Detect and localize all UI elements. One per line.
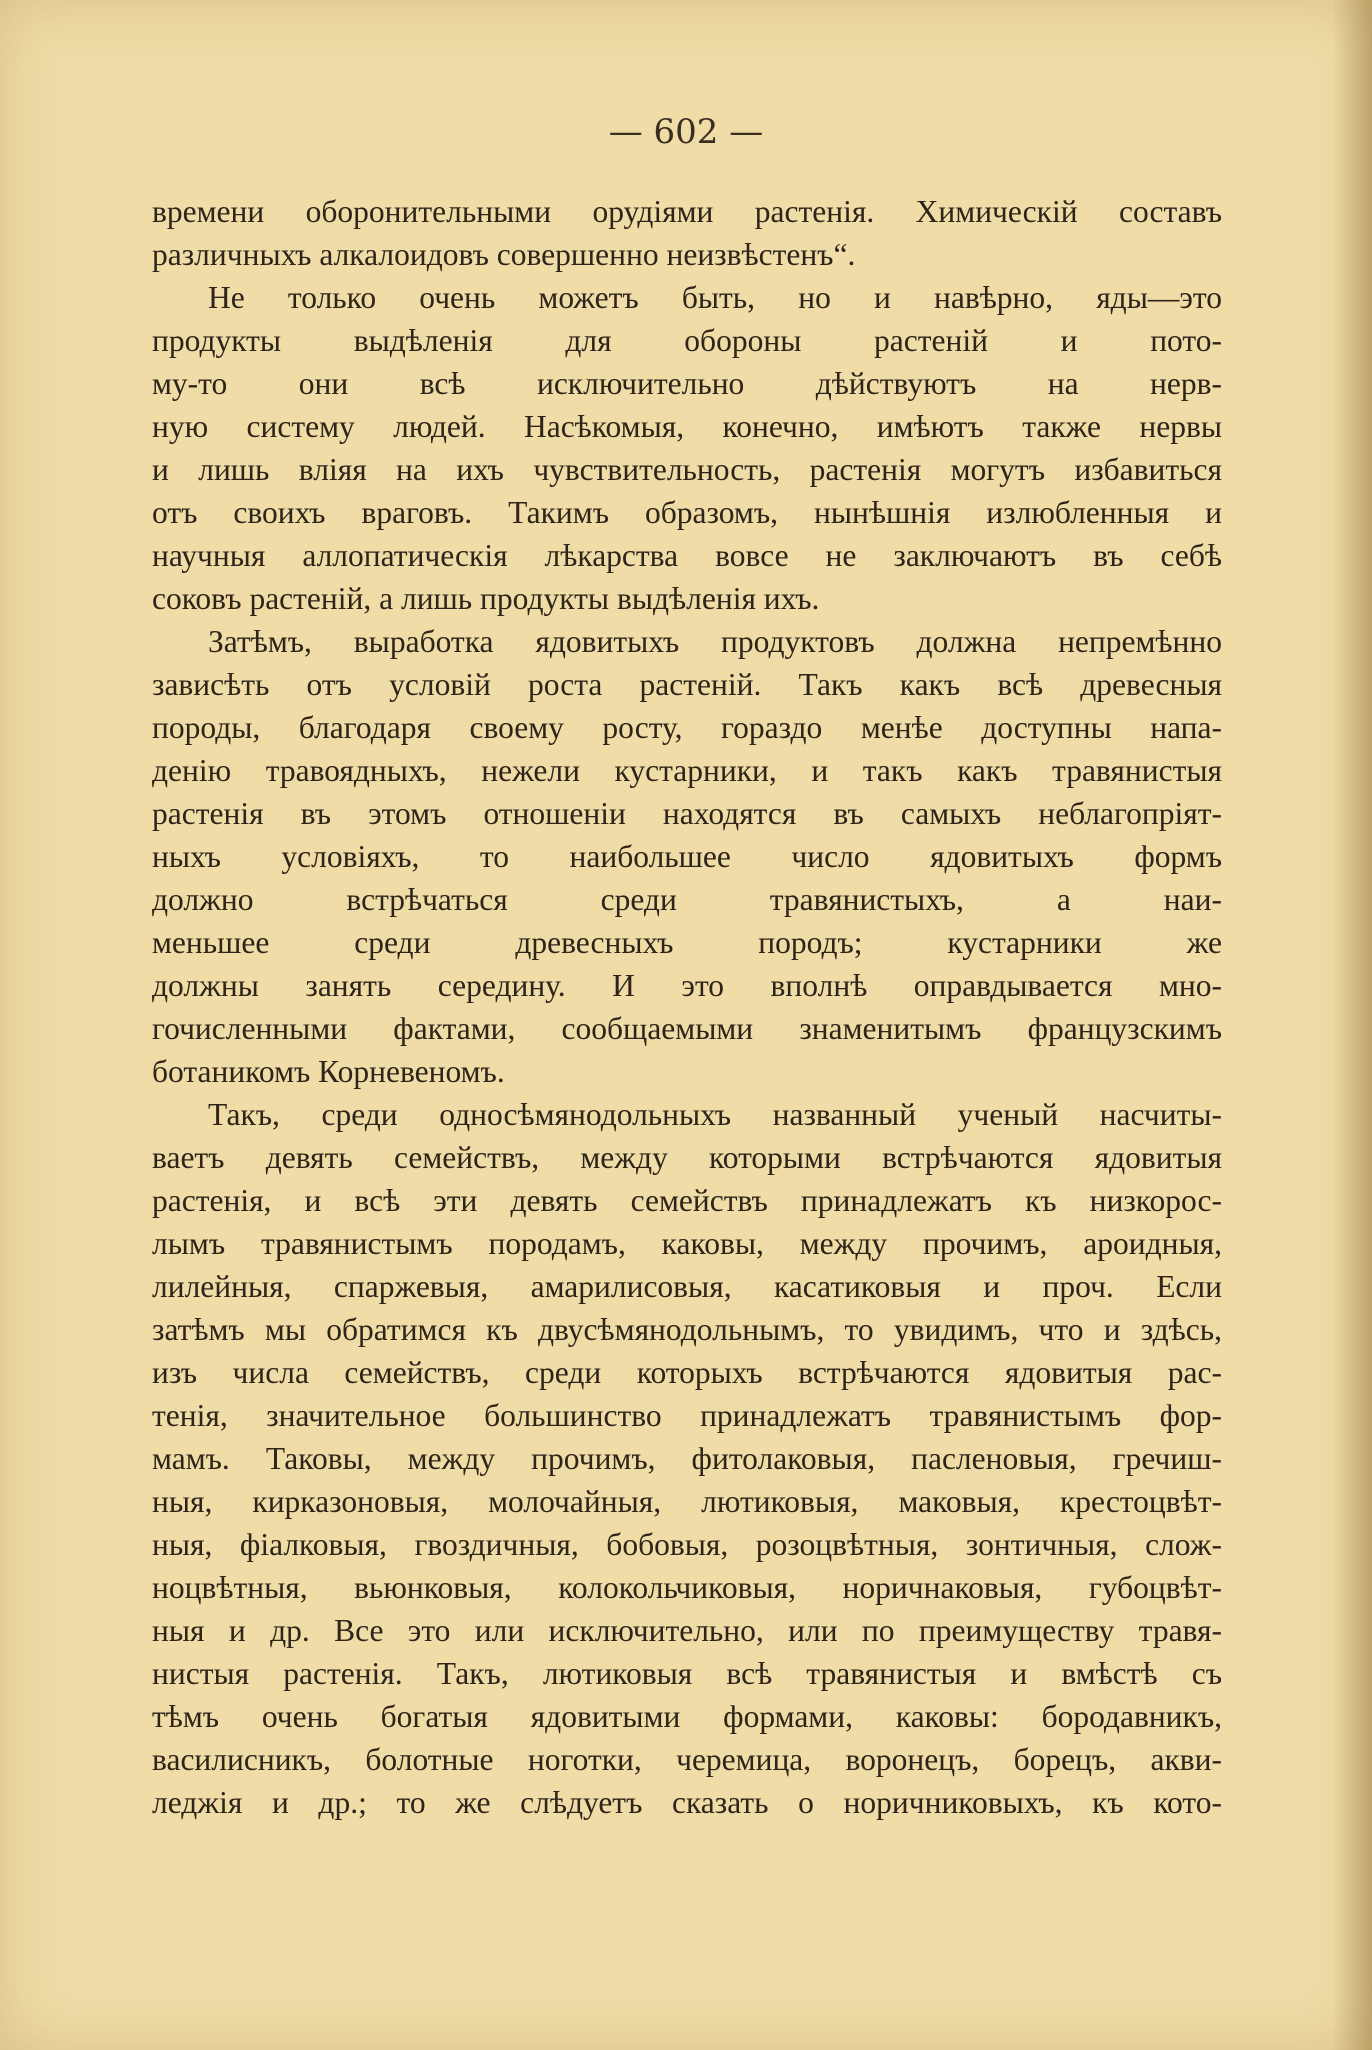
page-edge-shadow	[1332, 0, 1372, 2050]
text-line: лилейныя, спаржевыя, амарилисовыя, касатиковыя и проч. Если	[152, 1269, 1222, 1304]
text-line: Не только очень можетъ быть, но и навѣрно, яды—это	[208, 280, 1222, 315]
text-line: лымъ травянистымъ породамъ, каковы, между прочимъ, ароидныя,	[152, 1226, 1222, 1261]
text-line: времени оборонительными орудіями растенія. Химическій составъ	[152, 194, 1222, 229]
text-line: ныя, фіалковыя, гвоздичныя, бобовыя, розоцвѣтныя, зонтичныя, слож-	[152, 1527, 1222, 1562]
text-line: ныя и др. Все это или исключительно, или по преимуществу травя-	[152, 1613, 1222, 1648]
text-line: гочисленными фактами, сообщаемыми знаменитымъ французскимъ	[152, 1011, 1222, 1046]
text-line: различныхъ алкалоидовъ совершенно неизвѣстенъ“.	[152, 237, 856, 272]
text-line: тенія, значительное большинство принадлежатъ травянистымъ фор-	[152, 1398, 1222, 1433]
text-line: изъ числа семействъ, среди которыхъ встрѣчаются ядовитыя рас-	[152, 1355, 1222, 1390]
text-line: зависѣть отъ условій роста растеній. Такъ какъ всѣ древесныя	[152, 667, 1222, 702]
text-line: научныя аллопатическія лѣкарства вовсе не заключаютъ въ себѣ	[152, 538, 1222, 573]
text-line: нистыя растенія. Такъ, лютиковыя всѣ травянистыя и вмѣстѣ съ	[152, 1656, 1222, 1691]
text-line: и лишь вліяя на ихъ чувствительность, растенія могутъ избавиться	[152, 452, 1222, 487]
text-line: леджія и др.; то же слѣдуетъ сказать о норичниковыхъ, къ кото-	[152, 1785, 1222, 1820]
text-line: меньшее среди древесныхъ породъ; кустарники же	[152, 925, 1222, 960]
text-line: ныя, кирказоновыя, молочайныя, лютиковыя, маковыя, крестоцвѣт-	[152, 1484, 1222, 1519]
text-line: мамъ. Таковы, между прочимъ, фитолаковыя, пасленовыя, гречиш-	[152, 1441, 1222, 1476]
text-line: должно встрѣчаться среди травянистыхъ, а наи-	[152, 882, 1222, 917]
text-line: должны занять середину. И это вполнѣ оправдывается мно-	[152, 968, 1222, 1003]
text-line: отъ своихъ враговъ. Такимъ образомъ, нынѣшнія излюбленныя и	[152, 495, 1222, 530]
text-line: затѣмъ мы обратимся къ двусѣмянодольнымъ, то увидимъ, что и здѣсь,	[152, 1312, 1222, 1347]
text-line: ныхъ условіяхъ, то наибольшее число ядовитыхъ формъ	[152, 839, 1222, 874]
text-line: ную систему людей. Насѣкомыя, конечно, имѣютъ также нервы	[152, 409, 1222, 444]
text-line: растенія, и всѣ эти девять семействъ принадлежатъ къ низкорос-	[152, 1183, 1222, 1218]
text-line: ноцвѣтныя, вьюнковыя, колокольчиковыя, норичнаковыя, губоцвѣт-	[152, 1570, 1222, 1605]
body-text	[152, 190, 1222, 1824]
text-line: василисникъ, болотные ноготки, черемица, воронецъ, борецъ, акви-	[152, 1742, 1222, 1777]
text-line: продукты выдѣленія для обороны растеній и пото-	[152, 323, 1222, 358]
text-line: Затѣмъ, выработка ядовитыхъ продуктовъ должна непремѣнно	[208, 624, 1222, 659]
text-line: ботаникомъ Корневеномъ.	[152, 1054, 505, 1089]
text-line: соковъ растеній, а лишь продукты выдѣленія ихъ.	[152, 581, 820, 616]
text-line: тѣмъ очень богатыя ядовитыми формами, каковы: бородавникъ,	[152, 1699, 1222, 1734]
text-line: Такъ, среди односѣмянодольныхъ названный ученый насчиты-	[208, 1097, 1222, 1132]
text-line: растенія въ этомъ отношеніи находятся въ самыхъ неблагопріят-	[152, 796, 1222, 831]
text-line: породы, благодаря своему росту, гораздо менѣе доступны напа-	[152, 710, 1222, 745]
text-line: ваетъ девять семействъ, между которыми встрѣчаются ядовитыя	[152, 1140, 1222, 1175]
text-line: му-то они всѣ исключительно дѣйствуютъ на нерв-	[152, 366, 1222, 401]
page-number: — 602 —	[608, 112, 764, 152]
text-line: денію травоядныхъ, нежели кустарники, и такъ какъ травянистыя	[152, 753, 1222, 788]
